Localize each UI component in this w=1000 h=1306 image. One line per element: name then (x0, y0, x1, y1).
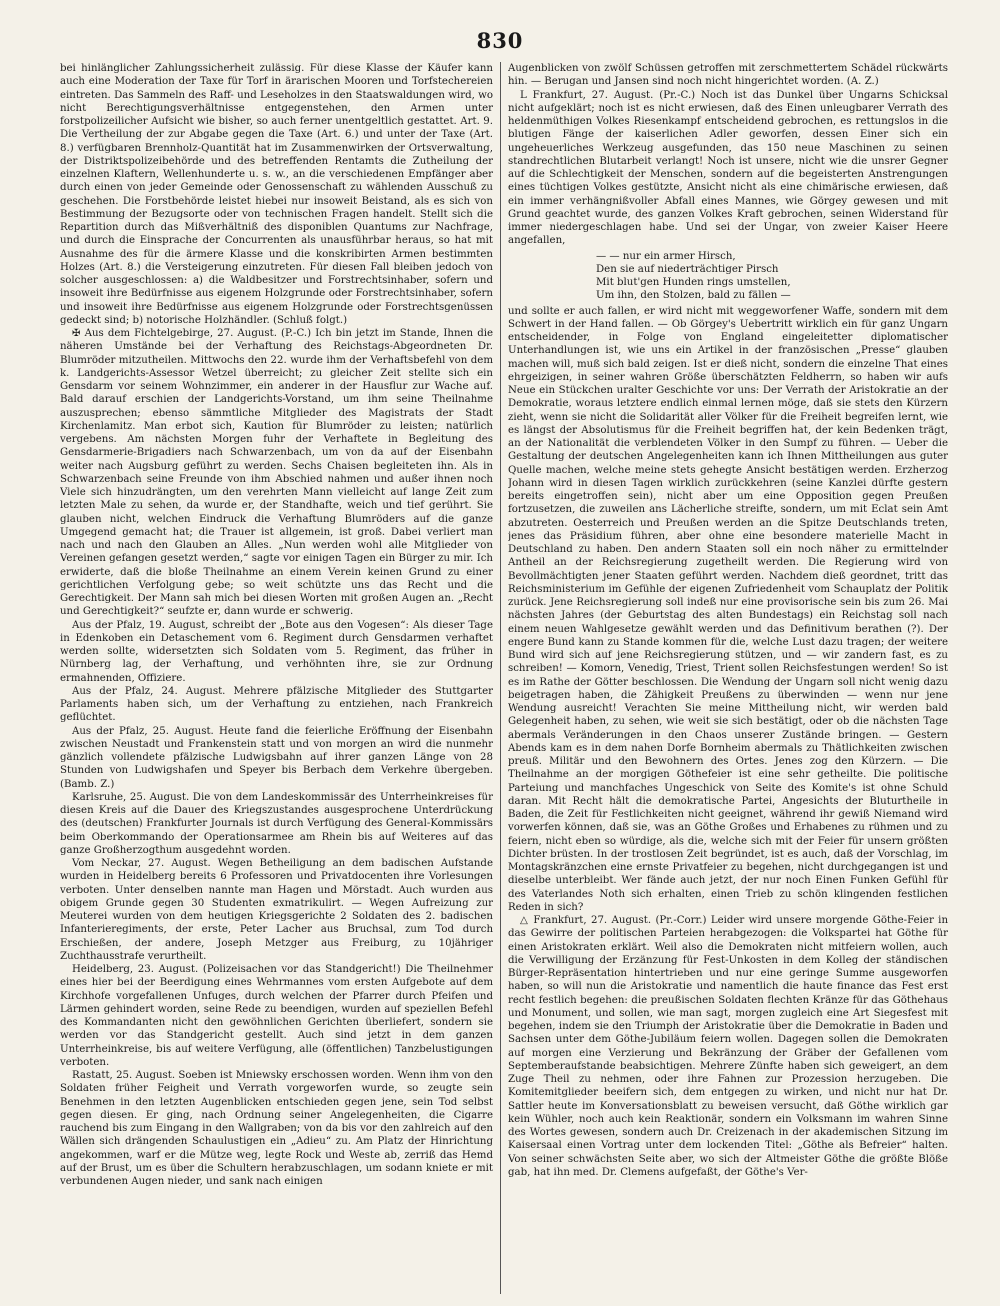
poem-quote (508, 250, 948, 303)
article-paragraph: Augenblicken von zwölf Schüssen getroffen mit zerschmettertem Schädel rückwärts hin. — Berugan und Jansen sind noch nicht hingerichtet worden. (A. Z.) (508, 63, 948, 88)
article-paragraph: Aus der Pfalz, 24. August. Mehrere pfälzische Mitglieder des Stuttgarter Parlaments haben sich, um der Verhaftung zu entziehen, nach Frankreich geflüchtet. (60, 685, 493, 724)
poem-line: — — nur ein armer Hirsch, (596, 250, 736, 262)
article-paragraph: ✠ Aus dem Fichtelgebirge, 27. August. (P.-C.) Ich bin jetzt im Stande, Ihnen die näheren Umstände bei der Verhaftung des Reichstags-Abgeordneten Dr. Blumröder mitzutheilen. Mittwochs den 22. wurde ihm der Verhaftsbefehl von dem k. Landgerichts-Assessor Wetzel überreicht; zu gleicher Zeit stellte sich ein Gensdarm vor seinem Wohnzimmer, ein anderer in der Hausflur zur Wache auf. Bald darauf erschien der Landgerichts-Vorstand, um ihm seine Theilnahme auszusprechen; ebenso sämmtliche Mitglieder des Magistrats der Stadt Kirchenlamitz. Man erbot sich, Kaution für Blumröder zu leisten; natürlich vergebens. Am nächsten Morgen fuhr der Verhaftete in Begleitung des Gensdarmerie-Brigadiers nach Schwarzenbach, um von da auf der Eisenbahn weiter nach Augsburg geführt zu werden. Sechs Chaisen begleiteten ihn. Als in Schwarzenbach seine Freunde von ihm Abschied nahmen und außer ihnen noch Viele sich hinzudrängten, um den verehrten Mann vielleicht auf lange Zeit zum letzten Male zu sehen, da wurde er, der Standhafte, weich und tief gerührt. Sie glauben nicht, welchen Eindruck die Verhaftung Blumröders auf die ganze Umgegend gemacht hat; die Trauer ist allgemein, ist groß. Dabei verliert man nach und nach den Glauben an Alles. „Nun werden wohl alle Mitglieder von Vereinen gefangen gesetzt werden,“ sagte vor einigen Tagen ein Bürger zu mir. Ich erwiderte, daß die bloße Theilnahme an einem Verein keinen Grund zu einer gerichtlichen Verfolgung gebe; so weit schützte uns das Recht und die Gerechtigkeit. Der Mann sah mich bei diesen Worten mit großen Augen an. „Recht und Gerechtigkeit?“ seufzte er, dann wurde er schwerig. (60, 328, 493, 618)
article-paragraph: Rastatt, 25. August. Soeben ist Mniewsky erschossen worden. Wenn ihm von den Soldaten früher Feigheit und Verrath vorgeworfen wurde, so zeugte sein Benehmen in den letzten Augenblicken entschieden gegen jene, sein Tod selbst gegen diesen. Er ging, nach Ordnung seiner Angelegenheiten, die Cigarre rauchend bis zum Eingang in den Wallgraben; von da bis vor den zahlreich auf den Wällen sich drängenden Schaulustigen ein „Adieu“ zu. Am Platz der Hinrichtung angekommen, warf er die Mütze weg, legte Rock und Weste ab, zerriß das Hemd auf der Brust, um es über die Schultern herabzuschlagen, um sodann kniete er mit verbundenen Augen nieder, und sank nach einigen (60, 1070, 493, 1187)
article-paragraph: Karlsruhe, 25. August. Die von dem Landeskommissär des Unterrheinkreises für diesen Kreis auf die Dauer des Kriegszustandes ausgesprochene Unterdrückung des (deutschen) Frankfurter Journals ist durch Verfügung des General-Kommissärs beim Oberkommando der Operationsarmee am Rhein bis auf Weiteres auf das ganze Großherzogthum ausgedehnt worden. (60, 791, 493, 856)
article-paragraph: Aus der Pfalz, 25. August. Heute fand die feierliche Eröffnung der Eisenbahn zwischen Neustadt und Frankenstein statt und von morgen an wird die nunmehr gänzlich vollendete pfälzische Ludwigsbahn auf ihrer ganzen Länge von 28 Stunden von Ludwigshafen und Speyer bis Berbach dem Verkehre übergeben. (Bamb. Z.) (60, 725, 493, 790)
poem-line: Mit blut'gen Hunden rings umstellen, (596, 277, 791, 288)
poem-line: Den sie auf niederträchtiger Pirsch (596, 263, 779, 275)
left-column (60, 62, 493, 1294)
poem-line: Um ihn, den Stolzen, bald zu fällen — (596, 290, 791, 302)
column-divider (500, 62, 501, 1294)
page-number: 830 (476, 28, 524, 53)
article-paragraph: L Frankfurt, 27. August. (Pr.-C.) Noch ist das Dunkel über Ungarns Schicksal nicht aufgeklärt; noch ist es nicht erwiesen, daß des Einen unleugbarer Verrath des heldenmüthigen Volkes Riesenkampf entscheidend gebrochen, es rettungslos in die blutigen Fänge der kaiserlichen Adler geworfen, dessen Einer sich ein ungeheuerliches Werkzeug ausgefunden, das 150 neue Maschinen zu seinen standrechtlichen Blutarbeit verlangt! Noch ist unsere, nicht wie die unsrer Gegner auf die Schlechtigkeit der Menschen, sondern auf die begeisterten Anstrengungen eines tüchtigen Volkes gestützte, Ansicht nicht als eine chimärische erwiesen, daß ein immer verhängnißvoller Abfall eines Mannes, wie Görgey gewesen und mit Grund geachtet wurde, des ganzen Volkes Kraft gebrochen, seinen Widerstand für immer niedergeschlagen habe. Und sei der Ungar, von zweier Kaiser Heere angefallen, (508, 89, 948, 247)
article-paragraph: △ Frankfurt, 27. August. (Pr.-Corr.) Leider wird unsere morgende Göthe-Feier in das Gewirre der politischen Parteien herabgezogen: die Volkspartei hat Göthe für einen Aristokraten erklärt. Weil also die Demokraten nicht mitfeiern wollen, auch die Verwilligung der Erzänzung für Fest-Unkosten in dem Kolleg der ständischen Bürger-Repräsentation hintertrieben und nur eine geringe Summe ausgeworfen haben, so will nun die Aristokratie und namentlich die haute finance das Fest erst recht festlich begehen: die preußischen Soldaten flechten Kränze für das Göthehaus und Monument, und sollen, wie man sagt, morgen zugleich eine Art Siegesfest mit begehen, indem sie den Triumph der Aristokratie über die Demokratie in Baden und Sachsen unter dem Göthe-Jubiläum feiern wollen. Dagegen sollen die Demokraten auf morgen eine Verzierung und Bekränzung der Gräber der Gefallenen vom Septemberaufstande beabsichtigen. Mehrere Zünfte haben sich geweigert, an dem Zuge Theil zu nehmen, oder ihre Fahnen zur Prozession herzugeben. Die Komitemitglieder beeifern sich, dem entgegen zu wirken, und nicht nur hat Dr. Sattler heute im Konversationsblatt zu beweisen versucht, daß Göthe wirklich gar kein Wühler, noch auch kein Reaktionär, sondern ein Volksmann im wahren Sinne des Wortes gewesen, sondern auch Dr. Creizenach in der akademischen Sitzung im Kaisersaal einen Vortrag unter dem lockenden Titel: „Göthe als Befreier“ halten. Von seiner schwächsten Seite aber, wo sich der Altmeister Göthe die größte Blöße gab, hat ihn med. Dr. Clemens aufgefaßt, der Göthe's Ver- (508, 915, 948, 1178)
article-paragraph: und sollte er auch fallen, er wird nicht mit weggeworfener Waffe, sondern mit dem Schwert in der Hand fallen. — Ob Görgey's Uebertritt wirklich ein für ganz Ungarn entscheidender, in Folge von England eingeleitetter diplomatischer Unterhandlungen ist, wie uns ein Artikel in der französischen „Presse“ glauben machen will, muß sich bald zeigen. Ist er dieß nicht, sondern die einzelne That eines ehrgeizigen, in seiner wahren Größe überschätzten Feldherrn, so haben wir aufs Neue ein Stückchen uralter Geschichte vor uns: Der Verrath der Aristokratie an der Demokratie, woraus letztere endlich einmal lernen möge, daß sie stets den Kürzern zieht, wenn sie nicht die Solidarität aller Völker für die Freiheit begreifen lernt, wie es längst der Absolutismus für die Freiheit begriffen hat, der kein Bedenken trägt, an der Nationalität die verblendeten Völker in den Sumpf zu führen. — Ueber die Gestaltung der deutschen Angelegenheiten kann ich Ihnen Mittheilungen aus guter Quelle machen, welche meine stets gehegte Ansicht bestätigen werden. Erzherzog Johann wird in diesen Tagen wirklich zurückkehren (seine Kanzlei dürfte gestern bereits eingetroffen sein), nicht aber um eine Opposition gegen Preußen fortzusetzen, die zuweilen ans Lächerliche streifte, sondern, um mit Eclat sein Amt abzutreten. Oesterreich und Preußen werden an die Spitze Deutschlands treten, jenes das Präsidium führen, aber ohne eine besondere materielle Macht in Deutschland zu haben. Den andern Staaten soll ein noch näher zu ermittelnder Antheil an der Reichsregierung zugetheilt werden. Die Regierung wird von Bevollmächtigten jener Staaten geführt werden. Nachdem dieß geordnet, tritt das Reichsministerium im Gefühle der eigenen Zufriedenheit vom Schauplatz der Politik zurück. Jene Reichsregierung soll indeß nur eine provisorische sein bis zum 26. Mai nächsten Jahres (der Geburtstag des alten Bundestags) ein Reichstag soll nach einem neuen Wahlgesetze gewählt werden und das Definitivum berathen (?). Der engere Bund kann zu Stande kommen für die, welche Lust dazu tragen; der weitere Bund wird sich auf jene Reichsregierung stützen, und — wir zandern fast, es zu schreiben! — Komorn, Venedig, Triest, Trient sollen Reichsfestungen werden! So ist es im Rathe der Götter beschlossen. Die Wendung der Ungarn soll nicht wenig dazu beigetragen haben, die Zähigkeit Preußens zu überwinden — wenn nur jene Wendung ausreicht! Verachten Sie meine Mittheilung nicht, wir werden bald Gelegenheit haben, zu sehen, wie weit sie sich bestätigt, oder ob die nächsten Tage abermals Veränderungen in den Chaos unserer Zustände bringen. — Gestern Abends kam es in dem nahen Dorfe Bornheim abermals zu Thätlichkeiten zwischen preuß. Militär und den Bewohnern des Ortes. Jenes zog den Kürzern. — Die Theilnahme an der morgigen Göthefeier ist eine sehr getheilte. Die politische Parteiung und manchfaches Ungeschick von Seite des Komite's ist ohne Schuld daran. Mit Recht hält die demokratische Partei, Angesichts der Bluturtheile in Baden, die Zeit für Festlichkeiten nicht geeignet, während ihr gewiß Niemand wird vorwerfen können, daß sie, was an Göthe Großes und Erhabenes zu rühmen und zu feiern, nicht eben so würdige, als die, welche sich mit der Feier für unsern größten Dichter brüsten. In der trostlosen Zeit begründet, ist es auch, daß der Vorschlag, im Montagskränzchen eine ernste Privatfeier zu begehen, nicht durchgegangen ist und dieselbe unterbleibt. Wer fände auch jetzt, der nur noch Einen Funken Gefühl für des Vaterlandes Noth sich erhalten, einen Trieb zu schön klingenden festlichen Reden in sich? (508, 305, 948, 913)
article-paragraph: Aus der Pfalz, 19. August, schreibt der „Bote aus den Vogesen“: Als dieser Tage in Edenkoben ein Detaschement vom 6. Regiment durch Gensdarmen verhaftet werden sollte, widersetzten sich Soldaten vom 5. Regiment, das früher in Nürnberg lag, der Verhaftung, und verhöhnten ihre, sie zur Ordnung ermahnenden, Offiziere. (60, 619, 493, 684)
article-paragraph: bei hinlänglicher Zahlungssicherheit zulässig. Für diese Klasse der Käufer kann auch eine Moderation der Taxe für Torf in ärarischen Mooren und Torfstechereien eintreten. Das Sammeln des Raff- und Leseholzes in den Staatswaldungen wird, wo nicht Berechtigungsverhältnisse entgegenstehen, den Armen unter forstpolizeilicher Aufsicht wie bisher, so auch ferner unentgeltlich gestattet. Art. 9. Die Vertheilung der zur Abgabe gegen die Taxe (Art. 6.) und unter der Taxe (Art. 8.) verfügbaren Brennholz-Quantität hat im Zusammenwirken der Ortsverwaltung, der Distriktspolizeibehörde und des betreffenden Rentamts die Zutheilung der einzelnen Klaftern, Wellenhunderte u. s. w., an die verschiedenen Empfänger aber durch einen von jeder Gemeinde oder Genossenschaft zu wählenden Ausschuß zu geschehen. Die Forstbehörde leistet hiebei nur insoweit Beistand, als es sich von Bestimmung der Bezugsorte oder von technischen Fragen handelt. Stellt sich die Repartition durch das Mißverhältniß des disponiblen Quantums zur Nachfrage, und durch die Einsprache der Concurrenten als unausführbar heraus, so hat mit Ausnahme des für die ärmere Klasse und die konskribirten Armen bestimmten Holzes (Art. 8.) die Versteigerung einzutreten. Für diesen Fall bleiben jedoch von solcher ausgeschlossen: a) die Waldbesitzer und Forstrechtsinhaber, sofern und insoweit ihre Bedürfnisse aus eigenem Holzgrunde oder Forstrechtsinhaber, sofern und insoweit ihre Bedürfnisse aus eigenem Holzgrunde oder Forstrechtsgenüssen gedeckt sind; b) notorische Holzhändler. (Schluß folgt.) (60, 63, 493, 326)
article-paragraph: Heidelberg, 23. August. (Polizeisachen vor das Standgericht!) Die Theilnehmer eines hier bei der Beerdigung eines Wehrmannes vom ersten Aufgebote auf dem Kirchhofe vorgefallenen Unfuges, durch welchen der Pfarrer durch Pfeifen und Lärmen gehindert worden, seine Rede zu beendigen, wurden auf speziellen Befehl des Kommandanten nicht den gewöhnlichen Gerichten überliefert, sondern sie werden vor das Standgericht gestellt. Auch sind jetzt in dem ganzen Unterrheinkreise, bis auf weitere Verfügung, alle (öffentlichen) Tanzbelustigungen verboten. (60, 964, 493, 1068)
right-column (508, 62, 948, 1294)
article-paragraph: Vom Neckar, 27. August. Wegen Betheiligung an dem badischen Aufstande wurden in Heidelberg bereits 6 Professoren und Privatdocenten ihre Vorlesungen verboten. Unter denselben nannte man Hagen und Mörstadt. Auch wurden aus obigem Grunde gegen 30 Studenten exmatrikulirt. — Wegen Aufreizung zur Meuterei wurden von dem heutigen Kriegsgerichte 2 Soldaten des 2. badischen Infanterieregiments, der erste, Peter Lacher aus Bruchsal, zum Tod durch Erschießen, der andere, Joseph Metzger aus Freiburg, zu 10jähriger Zuchthausstrafe verurtheilt. (60, 858, 493, 962)
